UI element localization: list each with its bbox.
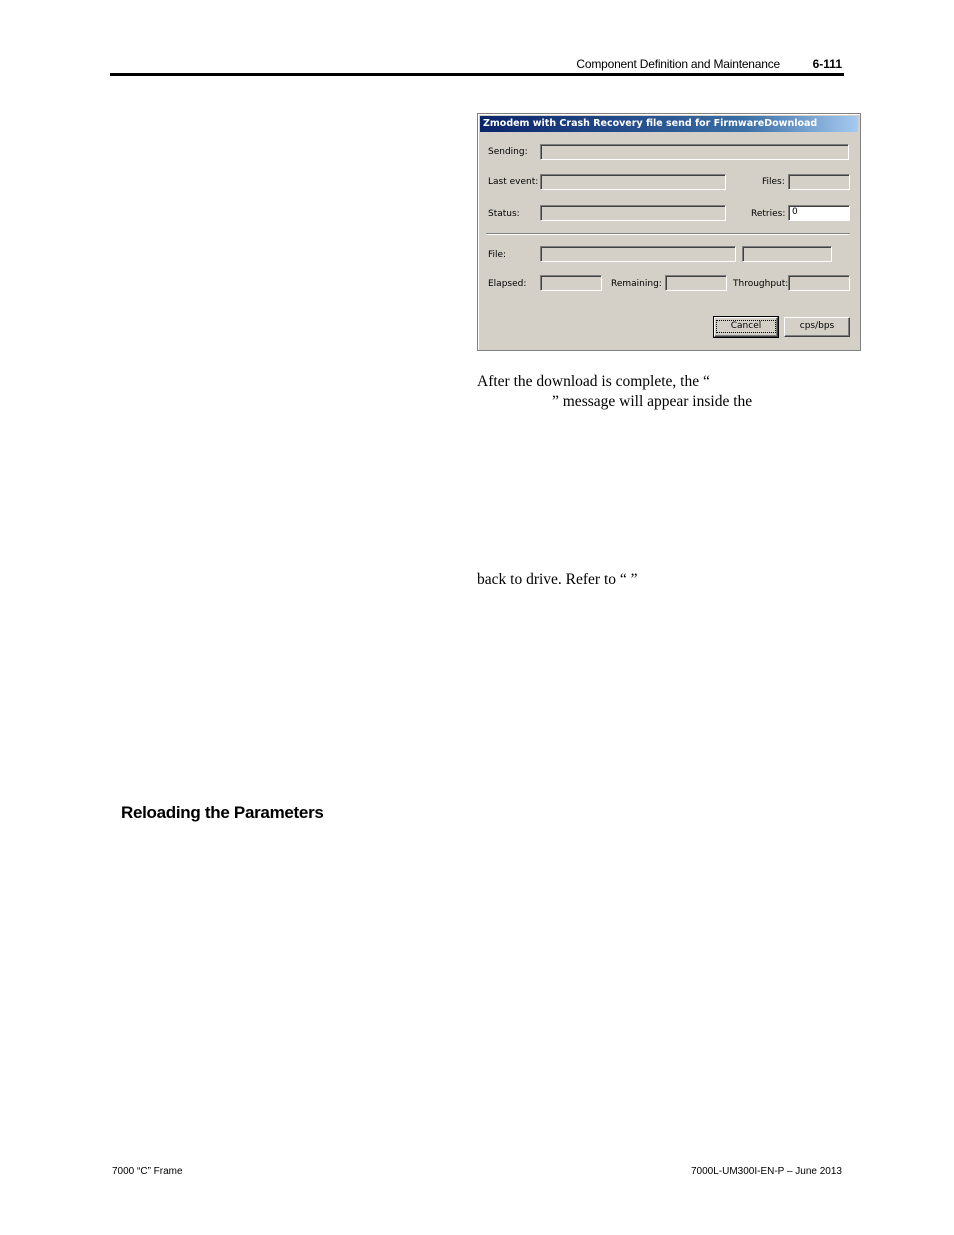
retries-field: 0 [788,205,850,221]
footer-publication: 7000L-UM300I-EN-P – June 2013 [690,1166,842,1177]
footer-product: 7000 “C” Frame [112,1166,183,1177]
section-heading: Reloading the Parameters [121,803,324,822]
retries-label: Retries: [751,209,786,219]
remaining-label: Remaining: [611,279,662,289]
status-label: Status: [488,209,520,219]
file-label: File: [488,250,507,260]
page-number: 6-111 [812,57,842,71]
remaining-field [665,275,727,291]
last-event-label: Last event: [488,177,539,187]
zmodem-dialog [477,113,861,351]
last-event-field [540,174,726,190]
dialog-separator [486,233,850,235]
cps-bps-button[interactable]: cps/bps [784,317,850,337]
files-label: Files: [762,177,785,187]
body-text-line: back to drive. Refer to “ ” [477,571,638,588]
file-field [540,246,736,262]
files-field [788,174,850,190]
dialog-title-bar: Zmodem with Crash Recovery file send for FirmwareDownload [480,116,858,132]
running-header-title: Component Definition and Maintenance [576,57,780,71]
throughput-field [788,275,850,291]
file-size-field [742,246,832,262]
sending-label: Sending: [488,147,528,157]
elapsed-label: Elapsed: [488,279,527,289]
status-field [540,205,726,221]
body-text-line: After the download is complete, the “ [477,373,710,390]
sending-field [540,144,849,160]
throughput-label: Throughput: [733,279,789,289]
elapsed-field [540,275,602,291]
cancel-button[interactable] [714,317,778,337]
header-rule [110,73,844,76]
cancel-button-label: Cancel [716,320,777,333]
body-text-line: ” message will appear inside the [552,393,753,410]
